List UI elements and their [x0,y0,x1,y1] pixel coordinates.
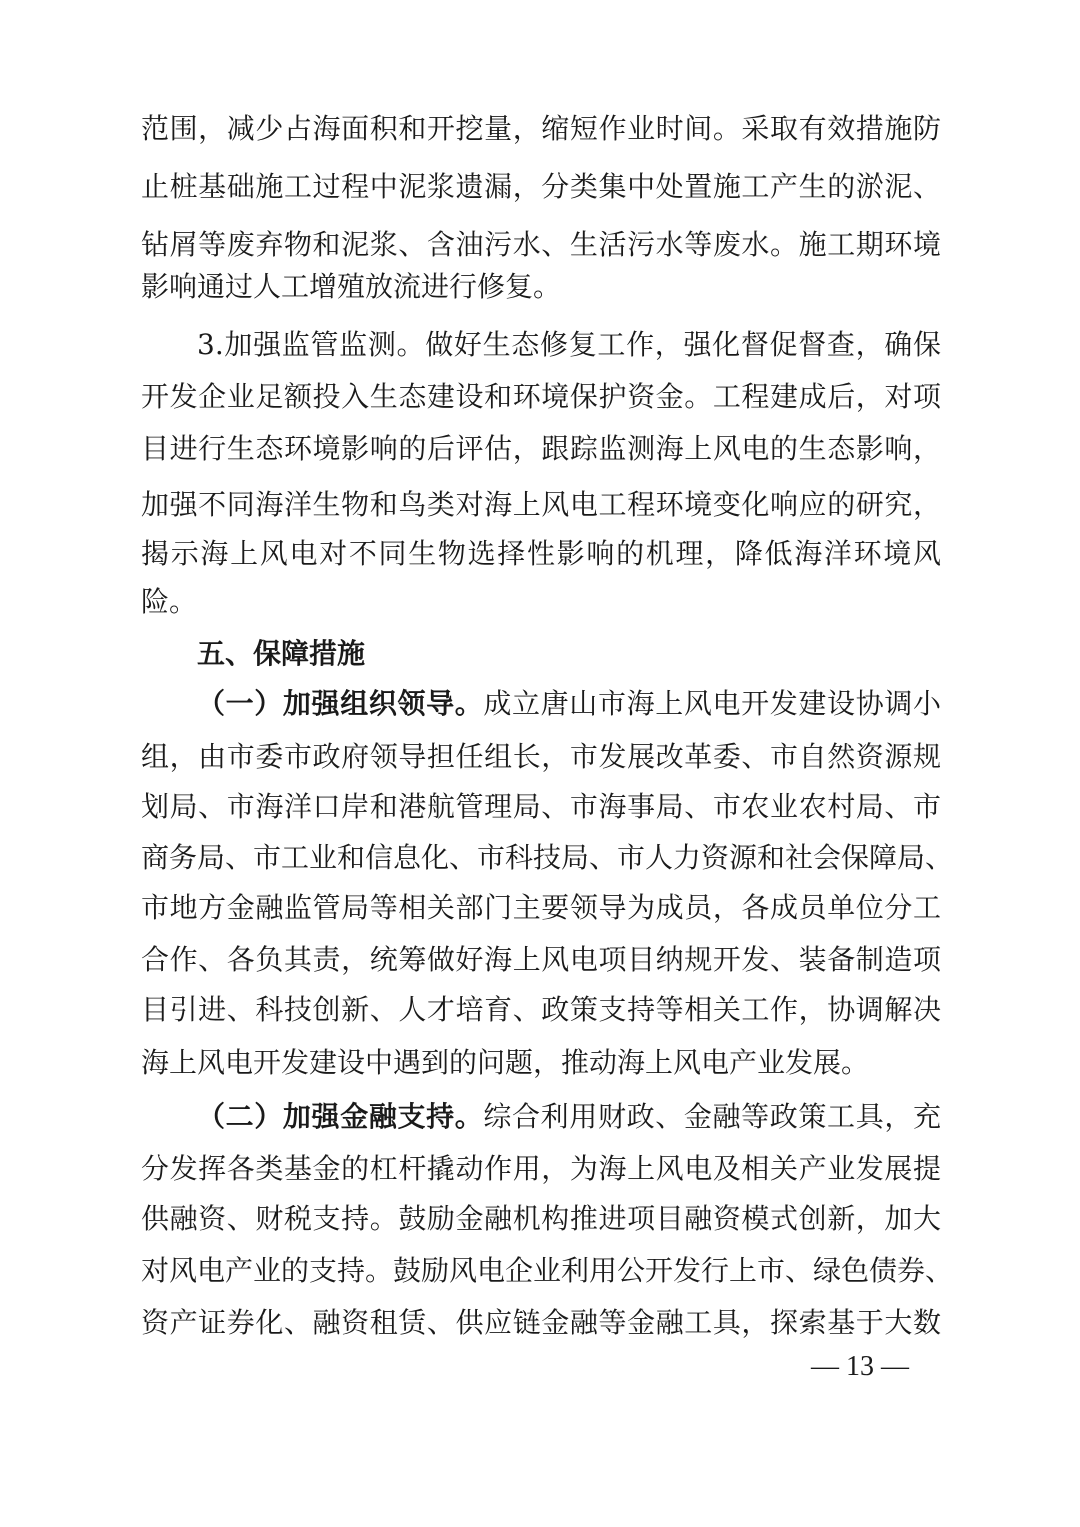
text-line: 影响通过人工增殖放流进行修复。 [141,270,562,303]
text-line: 范围，减少占海面积和开挖量，缩短作业时间。采取有效措施防 [141,112,941,145]
page-number: — 13 — [811,1351,909,1382]
text-span: 成立唐山市海上风电开发建设协调小 [483,687,941,720]
text-line: 对风电产业的支持。鼓励风电企业利用公开发行上市、绿色债券、 [141,1254,954,1287]
text-line: 合作、各负其责，统筹做好海上风电项目纳规开发、装备制造项 [141,943,941,976]
text-line [197,1093,941,1141]
text-line: 加强不同海洋生物和鸟类对海上风电工程环境变化响应的研究， [141,488,941,521]
text-line: 揭示海上风电对不同生物选择性影响的机理，降低海洋环境风 [141,537,941,570]
text-line: 目进行生态环境影响的后评估，跟踪监测海上风电的生态影响， [141,432,941,465]
paragraph-lead: （二）加强金融支持。 [197,1100,484,1133]
text-line: 止桩基础施工过程中泥浆遗漏，分类集中处置施工产生的淤泥、 [141,170,941,203]
text-line: 开发企业足额投入生态建设和环境保护资金。工程建成后，对项 [141,380,941,413]
paragraph-lead: （一）加强组织领导。 [197,687,484,720]
text-line: 资产证券化、融资租赁、供应链金融等金融工具，探索基于大数 [141,1306,941,1339]
section-heading: 五、保障措施 [197,637,366,670]
text-line [197,680,941,728]
text-span: 综合利用财政、金融等政策工具，充 [483,1100,941,1133]
text-line: 市地方金融监管局等相关部门主要领导为成员，各成员单位分工 [141,891,941,924]
text-line: 分发挥各类基金的杠杆撬动作用，为海上风电及相关产业发展提 [141,1152,941,1185]
text-line: 目引进、科技创新、人才培育、政策支持等相关工作，协调解决 [141,993,941,1026]
text-line: 组，由市委市政府领导担任组长，市发展改革委、市自然资源规 [141,740,941,773]
text-line: 划局、市海洋口岸和港航管理局、市海事局、市农业农村局、市 [141,790,941,823]
text-line: 3.加强监管监测。做好生态修复工作，强化督促督查，确保 [197,328,941,361]
text-line: 商务局、市工业和信息化、市科技局、市人力资源和社会保障局、 [141,841,954,874]
text-line: 海上风电开发建设中遇到的问题，推动海上风电产业发展。 [141,1046,870,1079]
text-line: 险。 [141,585,198,618]
text-line: 供融资、财税支持。鼓励金融机构推进项目融资模式创新，加大 [141,1202,941,1235]
text-line: 钻屑等废弃物和泥浆、含油污水、生活污水等废水。施工期环境 [141,228,941,261]
